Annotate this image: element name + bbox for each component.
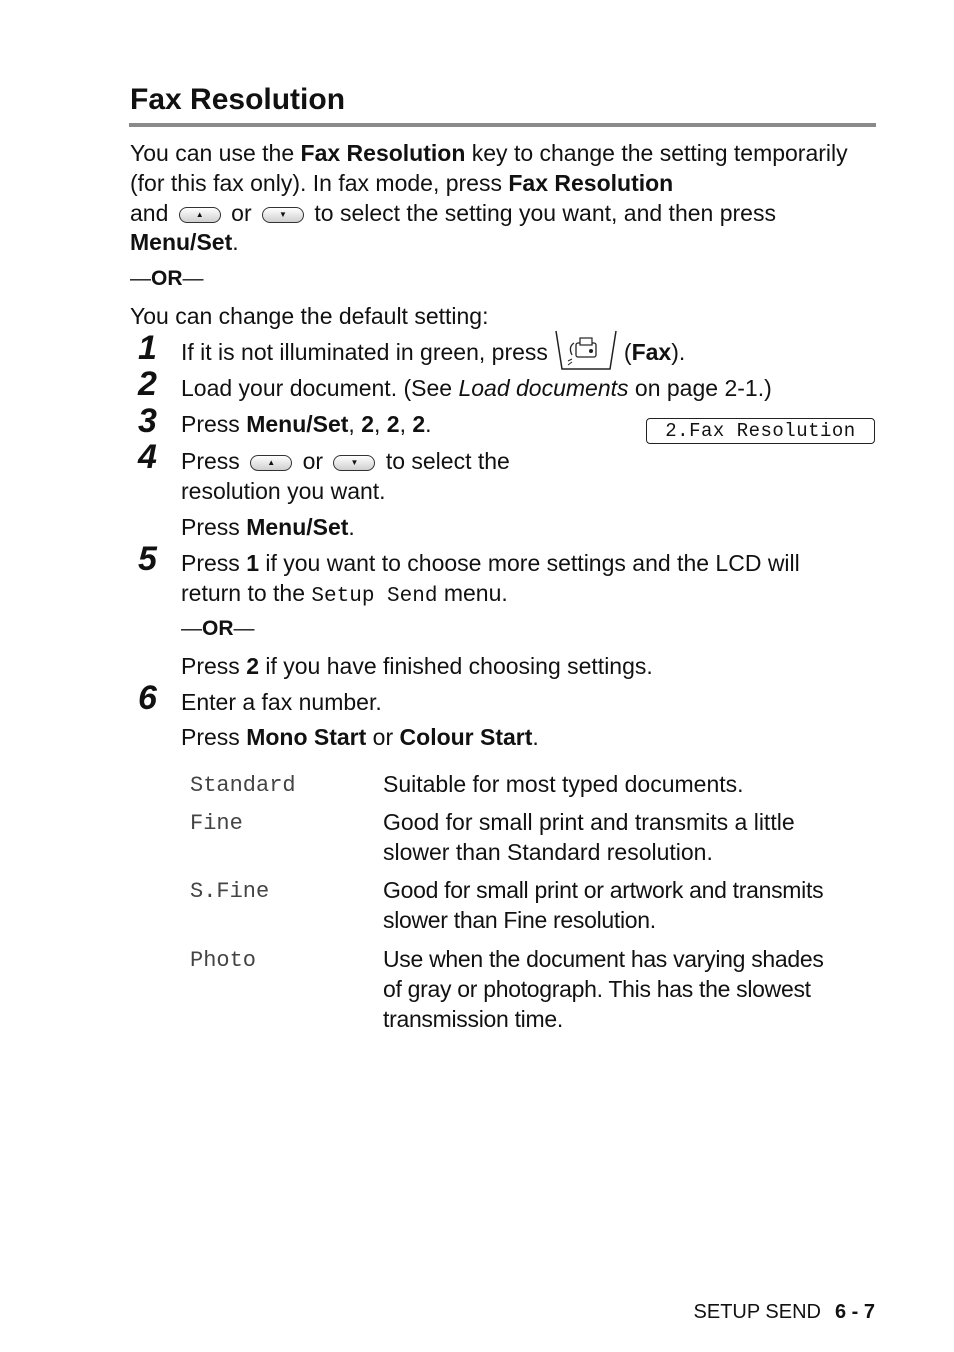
step-4-line-1: Press ▲ or ▼ to select the: [181, 448, 510, 474]
fax-key-icon: [554, 329, 618, 371]
step-1-text: If it is not illuminated in green, press (Fax).: [181, 337, 881, 371]
resolution-desc-sfine: Good for small print or artwork and transmits slower than Fine resolution.: [383, 877, 824, 933]
step-3-text: Press Menu/Set, 2, 2, 2.: [181, 411, 432, 437]
step-5-line-2: return to the Setup Send menu.: [181, 580, 508, 608]
step-5-line-1: Press 1 if you want to choose more settings and the LCD will: [181, 550, 800, 576]
intro-line-3: and ▲ or ▼ to select the setting you want, and then press: [130, 200, 776, 226]
or-separator: —OR—: [130, 267, 204, 290]
step-number-6: 6: [138, 679, 157, 717]
step-6-line-1: Enter a fax number.: [181, 689, 382, 715]
page-footer: [694, 1298, 875, 1326]
footer-section: SETUP SEND: [693, 1301, 821, 1323]
resolution-desc-photo: Use when the document has varying shades of gray or photograph. This has the slowest transmission time.: [383, 946, 824, 1032]
up-arrow-key-icon: ▲: [179, 207, 221, 223]
step-number-5: 5: [138, 540, 157, 578]
step-number-3: 3: [138, 402, 157, 440]
resolution-label-photo: Photo: [190, 948, 257, 973]
down-arrow-key-icon: ▼: [333, 455, 375, 471]
step-number-2: 2: [138, 365, 157, 403]
intro-paragraph: You can use the Fax Resolution key to change the setting temporarily (for this fax only). In fax mode, press Fax Resolution: [130, 140, 848, 196]
footer-page-number: 6 - 7: [834, 1301, 875, 1323]
step-5-or: —OR—: [181, 617, 255, 640]
step-5-line-3: Press 2 if you have finished choosing settings.: [181, 653, 653, 679]
step-6-line-2: Press Mono Start or Colour Start.: [181, 724, 539, 750]
down-arrow-key-icon: ▼: [262, 207, 304, 223]
title-rule: [129, 123, 876, 127]
step-4-line-2: resolution you want.: [181, 478, 386, 504]
step-number-4: 4: [138, 438, 157, 476]
resolution-label-sfine: S.Fine: [190, 879, 270, 904]
step-number-1: 1: [138, 329, 157, 367]
page-title: Fax Resolution: [130, 83, 346, 116]
step-4-line-3: Press Menu/Set.: [181, 514, 355, 540]
intro-line-4: Menu/Set.: [130, 229, 239, 255]
resolution-label-standard: Standard: [190, 773, 296, 798]
resolution-desc-fine: Good for small print and transmits a little slower than Standard resolution.: [383, 809, 795, 865]
default-setting-line: You can change the default setting:: [130, 303, 489, 329]
resolution-desc-standard: Suitable for most typed documents.: [383, 771, 744, 797]
step-2-text: Load your document. (See Load documents on page 2-1.): [181, 375, 772, 401]
resolution-label-fine: Fine: [190, 811, 243, 836]
up-arrow-key-icon: ▲: [250, 455, 292, 471]
lcd-display: 2.Fax Resolution: [646, 418, 875, 444]
